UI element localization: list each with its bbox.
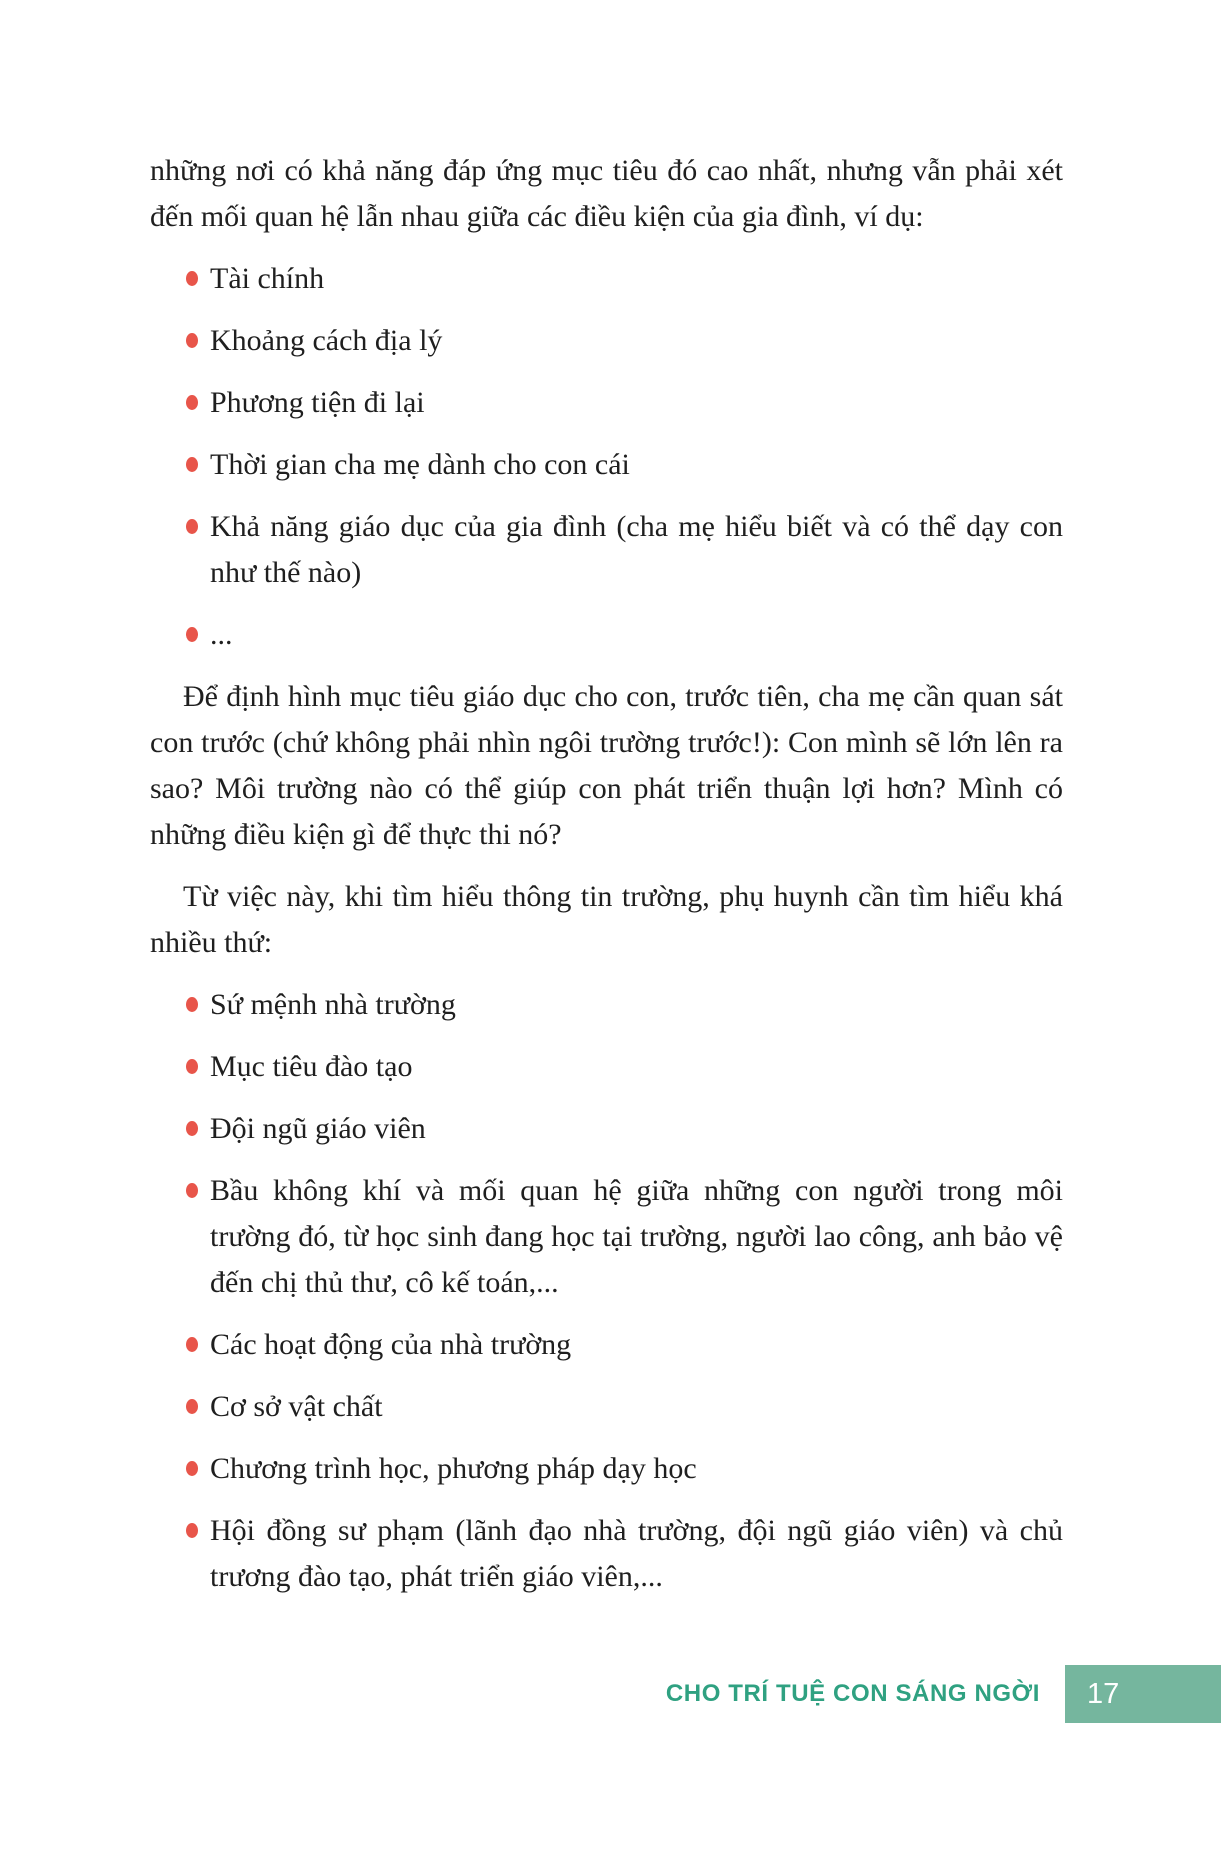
running-title: CHO TRÍ TUỆ CON SÁNG NGỜI	[665, 1680, 1040, 1707]
list-item	[150, 1384, 1063, 1430]
bullet-dot-icon	[186, 1183, 198, 1198]
paragraph-research: Từ việc này, khi tìm hiểu thông tin trường, phụ huynh cần tìm hiểu khá nhiều thứ:	[150, 880, 1063, 959]
paragraph-intro: những nơi có khả năng đáp ứng mục tiêu đó cao nhất, nhưng vẫn phải xét đến mối quan hệ lẫn nhau giữa các điều kiện của gia đình, ví dụ:	[150, 154, 1063, 233]
bullet-dot-icon	[186, 1461, 198, 1476]
list-item-text: Các hoạt động của nhà trường	[210, 1328, 572, 1361]
list-item	[150, 318, 1063, 364]
family-conditions-list	[150, 256, 1063, 658]
list-item	[150, 1106, 1063, 1152]
list-item	[150, 380, 1063, 426]
bullet-dot-icon	[186, 1337, 198, 1352]
body-text-block	[150, 148, 1063, 1616]
bullet-dot-icon	[186, 627, 198, 642]
list-item	[150, 1322, 1063, 1368]
list-item-text: Hội đồng sư phạm (lãnh đạo nhà trường, đội ngũ giáo viên) và chủ trương đào tạo, phát triển giáo viên,...	[210, 1514, 1063, 1593]
bullet-dot-icon	[186, 395, 198, 410]
bullet-dot-icon	[186, 333, 198, 348]
list-item-text: Cơ sở vật chất	[210, 1390, 383, 1423]
list-item-text: Phương tiện đi lại	[210, 386, 425, 419]
list-item-text: Khả năng giáo dục của gia đình (cha mẹ hiểu biết và có thể dạy con như thế nào)	[210, 510, 1063, 589]
list-item	[150, 442, 1063, 488]
list-item	[150, 982, 1063, 1028]
list-item	[150, 1044, 1063, 1090]
list-item	[150, 1168, 1063, 1306]
list-item-text: Khoảng cách địa lý	[210, 324, 443, 357]
list-item	[150, 504, 1063, 596]
bullet-dot-icon	[186, 519, 198, 534]
bullet-dot-icon	[186, 271, 198, 286]
list-item-text: Tài chính	[210, 262, 325, 295]
bullet-dot-icon	[186, 1399, 198, 1414]
list-item-text: Mục tiêu đào tạo	[210, 1050, 413, 1083]
list-item-text: Đội ngũ giáo viên	[210, 1112, 426, 1145]
bullet-dot-icon	[186, 1059, 198, 1074]
list-item-text: Bầu không khí và mối quan hệ giữa những con người trong môi trường đó, từ học sinh đang học tại trường, người lao công, anh bảo vệ đến chị thủ thư, cô kế toán,...	[210, 1174, 1063, 1299]
list-item	[150, 612, 1063, 658]
list-item	[150, 1446, 1063, 1492]
bullet-dot-icon	[186, 457, 198, 472]
paragraph-goal: Để định hình mục tiêu giáo dục cho con, trước tiên, cha mẹ cần quan sát con trước (chứ không phải nhìn ngôi trường trước!): Con mình sẽ lớn lên ra sao? Môi trường nào có thể giúp con phát triển thuận lợi hơn? Mình có những điều kiện gì để thực thi nó?	[150, 680, 1063, 851]
bullet-dot-icon	[186, 1121, 198, 1136]
list-item-text: Sứ mệnh nhà trường	[210, 988, 456, 1021]
list-item	[150, 1508, 1063, 1600]
school-info-list	[150, 982, 1063, 1600]
bullet-dot-icon	[186, 997, 198, 1012]
page-number-box	[1065, 1665, 1221, 1723]
list-item-text: Thời gian cha mẹ dành cho con cái	[210, 448, 630, 481]
list-item	[150, 256, 1063, 302]
list-item-text: ...	[210, 618, 233, 651]
page-number: 17	[1087, 1677, 1120, 1710]
bullet-dot-icon	[186, 1523, 198, 1538]
page-footer	[0, 1665, 1221, 1723]
list-item-text: Chương trình học, phương pháp dạy học	[210, 1452, 697, 1485]
